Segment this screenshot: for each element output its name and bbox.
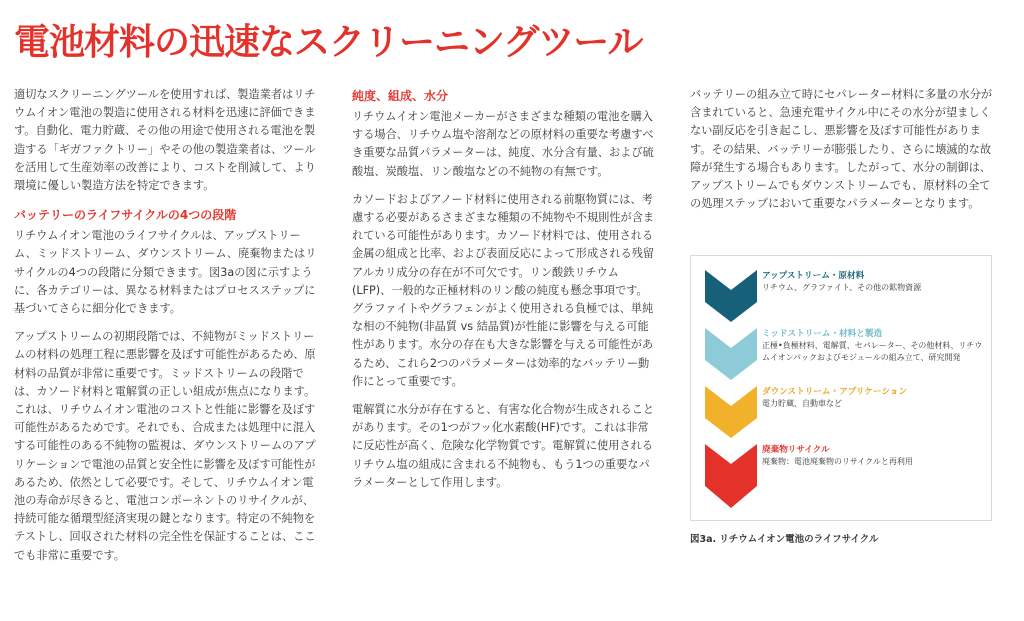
stage-recycling	[762, 444, 988, 468]
purity-heading: 純度、組成、水分	[352, 89, 449, 103]
page-title: 電池材料の迅速なスクリーニングツール	[14, 22, 643, 63]
column-2	[352, 86, 658, 502]
intro-paragraph: 適切なスクリーニングツールを使用すれば、製造業者はリチウムイオン電池の製造に使用される材料を迅速に評価できます。自動化、電力貯蔵、その他の用途で使用される電池を製造する「ギガファクトリー」やその他の製造業者は、ツールを活用して生産効率の改善により、コストを削減して、より環境に優しい製造方法を特定できます。	[14, 88, 316, 193]
lifecycle-heading: バッテリーのライフサイクルの4つの段階	[14, 208, 237, 223]
upstream-chevron	[705, 270, 757, 322]
stage-midstream-desc: 正極•負極材料、電解質、セパレーター、その他材料、リチウムイオンパックおよびモジュールの組み立て、研究開発	[762, 341, 983, 362]
stage-downstream-desc: 電力貯蔵、自動車など	[762, 399, 842, 408]
column-1	[14, 86, 320, 575]
stage-upstream	[762, 270, 988, 294]
figure-caption: 図3a. リチウムイオン電池のライフサイクル	[690, 534, 879, 545]
upstream-paragraph: アップストリームの初期段階では、不純物がミッドストリームの材料の処理工程に悪影響を及ぼす可能性があるため、原材料の品質が非常に重要です。ミッドストリームの段階では、カソード材料と電解質の正しい組成が焦点になります。これは、リチウムイオン電池のコストと性能に影響を及ぼす可能性があるためです。それでも、合成または処理中に混入する可能性のある不純物の監視は、ダウンストリームのアプリケーションで電池の品質と安全性に影響を及ぼす可能性があるため、依然として必要です。そして、リチウムイオン電池の寿命が尽きると、電池コンポーネントのリサイクルが、持続可能な循環型経済実現の鍵となります。特定の不純物をテストし、回収された材料の完全性を保証することは、ここでも非常に重要です。	[14, 330, 316, 562]
electrolyte-paragraph: 電解質に水分が存在すると、有害な化合物が生成されることがあります。その1つがフッ化水素酸(HF)です。これは非常に反応性が高く、危険な化学物質です。電解質に使用されるリチウム塩の組成に含まれる不純物も、もう1つの重要なパラメーターとして作用します。	[352, 403, 655, 489]
column-3	[690, 86, 1000, 223]
stage-upstream-desc: リチウム、グラファイト、その他の鉱物資源	[762, 283, 922, 292]
stage-midstream-title: ミッドストリーム・材料と製造	[762, 329, 883, 339]
stage-midstream	[762, 328, 988, 363]
recycling-chevron	[705, 444, 757, 508]
purity-paragraph: リチウムイオン電池メーカーがさまざまな種類の電池を購入する場合、リチウム塩や溶剤などの原材料の重要な考慮すべき重要な品質パラメーターは、純度、水分含有量、および硫酸塩、炭酸塩、リン酸塩などの不純物の有無です。	[352, 110, 654, 178]
stage-upstream-title: アップストリーム・原材料	[762, 271, 865, 281]
downstream-chevron	[705, 386, 757, 438]
separator-paragraph: バッテリーの組み立て時にセパレーター材料に多量の水分が含まれていると、急速充電サイクル中にその水分が望ましくない副反応を引き起こし、悪影響を及ぼす可能性があります。その結果、バッテリーが膨張したり、さらに壊滅的な故障が発生する場合もあります。したがって、水分の制御は、アップストリームでもダウンストリームでも、原材料の全ての処理ステップにおいて重要なパラメーターとなります。	[690, 88, 993, 211]
stage-downstream-title: ダウンストリーム・アプリケーション	[762, 387, 907, 397]
lifecycle-paragraph: リチウムイオン電池のライフサイクルは、アップストリーム、ミッドストリーム、ダウンストリーム、廃棄物またはリサイクルの4つの段階に分類できます。図3aの図に示すように、各カテゴリーは、異なる材料またはプロセスステップに基づいてさらに細分化できます。	[14, 229, 317, 316]
precursor-paragraph: カソードおよびアノード材料に使用される前駆物質には、考慮する必要があるさまざまな種類の不純物や不規則性が含まれている可能性があります。カソード材料では、使用される金属の組成と比率、および表面反応によって形成される残留アルカリ成分の存在が不可欠です。リン酸鉄リチウム(LFP)、一般的な正極材料のリン酸の純度も懸念事項です。グラファイトやグラフェンがよく使用される負極では、単純な相の不純物(非晶質 vs 結晶質)が性能に影響を与える可能性があります。水分の存在も大きな影響を与える可能性があるため、これら2つのパラメーターは効率的なバッテリー動作にとって重要です。	[352, 192, 655, 388]
stage-recycling-desc: 廃棄物：電池廃棄物のリサイクルと再利用	[762, 457, 913, 466]
lifecycle-figure	[690, 255, 992, 521]
stage-recycling-title: 廃棄物リサイクル	[762, 445, 830, 455]
midstream-chevron	[705, 328, 757, 380]
lifecycle-chevrons	[705, 268, 757, 512]
stage-downstream	[762, 386, 988, 410]
